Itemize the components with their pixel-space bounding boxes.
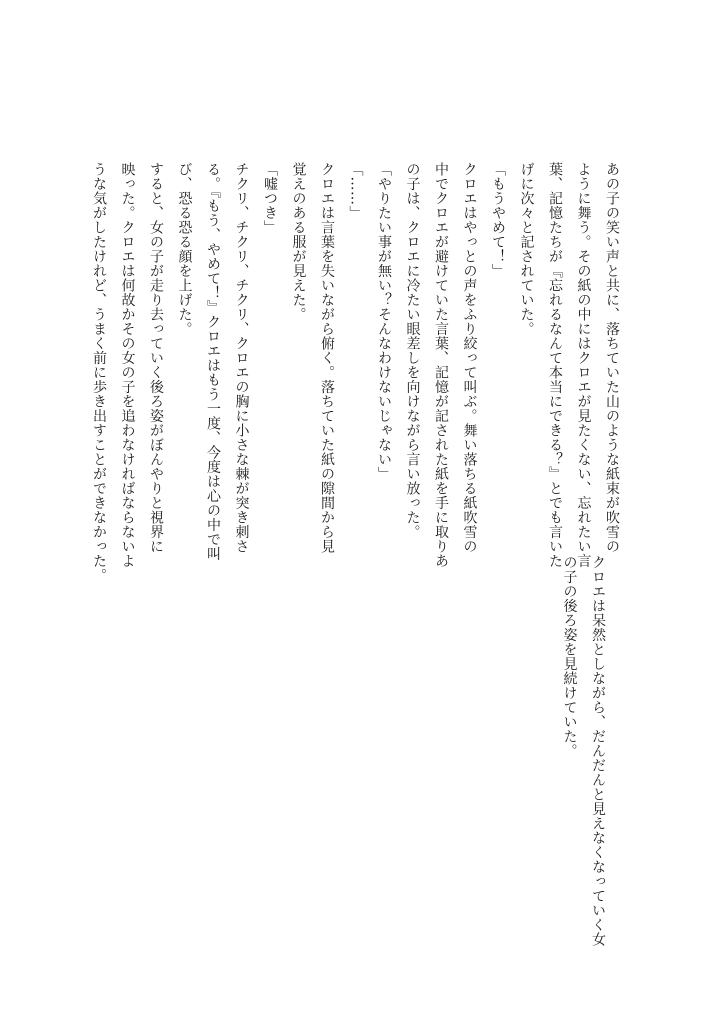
text-line: チクリ、チクリ、チクリ、クロエの胸に小さな棘が突き刺さ: [233, 162, 250, 554]
text-line: すると、女の子が走り去っていく後ろ姿がぼんやりと視界に: [148, 162, 164, 554]
text-line: 映った。クロエは何故かその女の子を追わなければならないよ: [119, 162, 136, 568]
text-line: ように舞う。その紙の中にはクロエが見たくない、忘れたい言: [575, 162, 592, 568]
dialogue-line: 「やりたい事が無い？そんなわけないじゃない」: [376, 162, 392, 481]
text-line: び、恐る恐る顔を上げた。: [176, 162, 193, 336]
text-line: 中でクロエが避けていた言葉、記憶が記された紙を手に取りあ: [433, 162, 449, 568]
text-line: 葉、記憶たちが『忘れるなんて本当にできる？』とでも言いた: [547, 162, 563, 568]
text-line: クロエは呆然としながら、だんだんと見えなくなっていく女: [590, 555, 606, 947]
dialogue-line: 「嘘つき」: [262, 162, 278, 235]
text-line: げに次々と記されていた。: [518, 162, 535, 336]
text-line: る。『もう、やめて！』クロエはもう一度、今度は心の中で叫: [205, 162, 221, 561]
dialogue-line: 「もうやめて！」: [490, 162, 506, 278]
text-line: の子は、クロエに冷たい眼差しを向けながら言い放った。: [404, 162, 421, 539]
upper-text-block: [85, 162, 627, 583]
text-line: うな気がしたけれど、うまく前に歩き出すことができなかった。: [91, 162, 107, 583]
text-line: 覚えのある服が見えた。: [290, 162, 307, 322]
lower-text-block: [555, 555, 612, 947]
text-line: あの子の笑い声と共に、落ちていた山のような紙束が吹雪の: [604, 162, 620, 554]
text-line: クロエは言葉を失いながら俯く。落ちていた紙の隙間から見: [319, 162, 335, 554]
dialogue-line: 「……」: [347, 162, 364, 220]
text-line: クロエはやっとの声をふり絞って叫ぶ。舞い落ちる紙吹雪の: [461, 162, 478, 554]
text-line: の子の後ろ姿を見続けていた。: [561, 555, 578, 758]
